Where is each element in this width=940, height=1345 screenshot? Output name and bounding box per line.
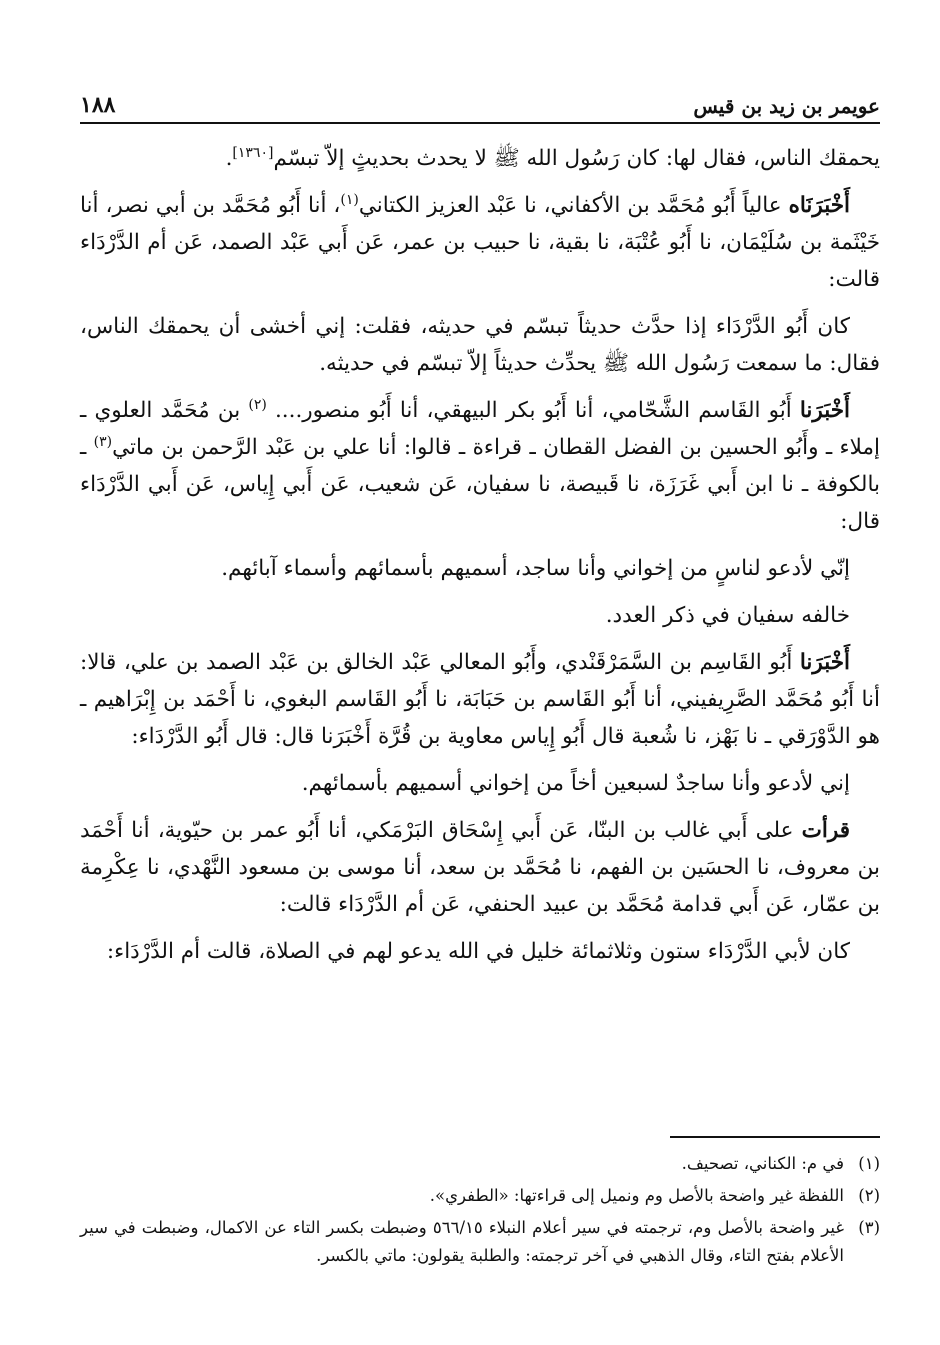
header-rule	[80, 122, 880, 124]
footnote	[80, 1182, 880, 1210]
text-run: ، أنا أَبُو مُحَمَّد بن أبي نصر، أنا خَيْثَمة بن سُلَيْمَان، نا أَبُو عُتْبَة، نا بقية، نا حبيب بن عمر، عَن أَبي عَبْد الصمد، عَن أم الدَّرْدَاء قالت:	[80, 193, 880, 292]
footnote-text: في م: الكناني، تصحيف.	[681, 1154, 844, 1173]
footnote	[80, 1214, 880, 1270]
paragraph	[80, 392, 880, 540]
paragraph	[80, 765, 880, 802]
text-run: خالفه سفيان في ذكر العدد.	[605, 603, 850, 628]
paragraph	[80, 187, 880, 298]
paragraph-lead: أَخْبَرَنا	[799, 650, 850, 675]
text-run: بن مُحَمَّد العلوي ـ إملاء ـ وأَبُو الحسين بن الفضل القطان ـ قراءة ـ قالوا: أنا علي بن عَبْد الرَّحمن بن ماتي	[80, 398, 880, 460]
page-number: ١٨٨	[80, 92, 116, 118]
paragraph	[80, 550, 880, 587]
paragraph	[80, 644, 880, 755]
text-run: أَبُو القَاسِم بن السَّمَرْقَنْدي، وأَبُو المعالي عَبْد الخالق بن عَبْد الصمد بن علي، قالا: أنا أَبُو مُحَمَّد الصَّرِيفيني، أنا أَبُو القَاسم بن حَبَابَة، نا أَبُو القَاسم البغوي، نا أَحْمَد بن إِبْرَاهيم ـ هو الدَّوْرَقي ـ نا بَهْز، نا شُعبة قال أَبُو إِياس معاوية بن قُرَّة أَخْبَرَنا قال: قال أَبُو الدَّرْدَاء:	[80, 650, 880, 749]
footnote-marker[interactable]: (١)	[340, 191, 359, 208]
footnote-text: اللفظة غير واضحة بالأصل وم ونميل إلى قراءتها: «الطفري».	[429, 1186, 844, 1205]
text-run: كان أَبُو الدَّرْدَاء إذا حدَّث حديثاً تبسّم في حديثه، فقلت: إني أخشى أن يحمقك الناس، فقال: ما سمعت رَسُول الله ﷺ يحدِّث حديثاً إلاّ تبسّم في حديثه.	[80, 314, 880, 376]
paragraph-lead: قرأت	[801, 818, 850, 843]
paragraph-lead: أَخْبَرَنا	[799, 398, 851, 423]
footnote-marker[interactable]: (٢)	[248, 396, 267, 413]
paragraph-lead: أَخْبَرَنَاه	[788, 193, 850, 218]
footnote-number: (١)	[858, 1154, 880, 1173]
text-run: عالياً أَبُو مُحَمَّد بن الأكفاني، نا عَبْد العزيز الكتاني	[358, 193, 789, 218]
text-run: كان لأبي الدَّرْدَاء ستون وثلاثمائة خليل في الله يدعو لهم في الصلاة، قالت أم الدَّرْدَاء:	[106, 939, 850, 964]
text-run: أَبُو القَاسم الشَّحّامي، أنا أَبُو بكر البيهقي، أنا أَبُو منصور....	[266, 398, 800, 423]
reference-marker: [١٣٦٠]	[232, 144, 274, 161]
main-text	[80, 140, 880, 980]
text-run: على أَبي غالب بن البنّا، عَن أَبي إِسْحَاق البَرْمَكي، أنا أَبُو عمر بن حيّوية، أنا أَحْمَد بن معروف، نا الحسَين بن الفهم، نا مُحَمَّد بن سعد، أنا موسى بن مسعود النَّهْدي، نا عِكْرِمة بن عمّار، عَن أَبي قدامة مُحَمَّد بن عبيد الحنفي، عَن أم الدَّرْدَاء قالت:	[80, 818, 880, 917]
header-title: عويمر بن زيد بن قيس	[693, 94, 880, 118]
footnotes	[80, 1150, 880, 1274]
footnote-rule	[670, 1136, 880, 1138]
paragraph	[80, 812, 880, 923]
running-header	[80, 88, 880, 118]
text-run: إنّي لأدعو لناسٍ من إخواني وأنا ساجد، أسميهم بأسمائهم وأسماء آبائهم.	[221, 556, 850, 581]
paragraph: يحمقك الناس، فقال لها: كان رَسُول الله ﷺ لا يحدث بحديثٍ إلاّ تبسّم[١٣٦٠].	[225, 144, 880, 171]
paragraph	[80, 597, 880, 634]
text-run: إني لأدعو وأنا ساجدٌ لسبعين أخاً من إخواني أسميهم بأسمائهم.	[301, 771, 850, 796]
footnote	[80, 1150, 880, 1178]
text-run: يحمقك الناس، فقال لها: كان رَسُول الله ﷺ لا يحدث بحديثٍ إلاّ تبسّم	[273, 146, 880, 171]
text-run: ـ بالكوفة ـ نا ابن أَبي غَرَزَة، نا قَبيصة، نا سفيان، عَن شعيب، عَن أَبي إِياس، عَن أَبي الدَّرْدَاء قال:	[80, 435, 880, 534]
footnote-text: غير واضحة بالأصل وم، ترجمته في سير أعلام النبلاء ٥٦٦/١٥ وضبطت بكسر التاء عن الاكمال، وضبطت في سير الأعلام بفتح التاء، وقال الذهبي في آخر ترجمته: والطلبة يقولون: ماتي بالكسر.	[80, 1218, 845, 1265]
paragraph	[80, 933, 880, 970]
footnote-number: (٣)	[858, 1218, 880, 1237]
footnote-marker[interactable]: (٣)	[93, 433, 113, 450]
paragraph	[80, 308, 880, 382]
footnote-number: (٢)	[858, 1186, 880, 1205]
